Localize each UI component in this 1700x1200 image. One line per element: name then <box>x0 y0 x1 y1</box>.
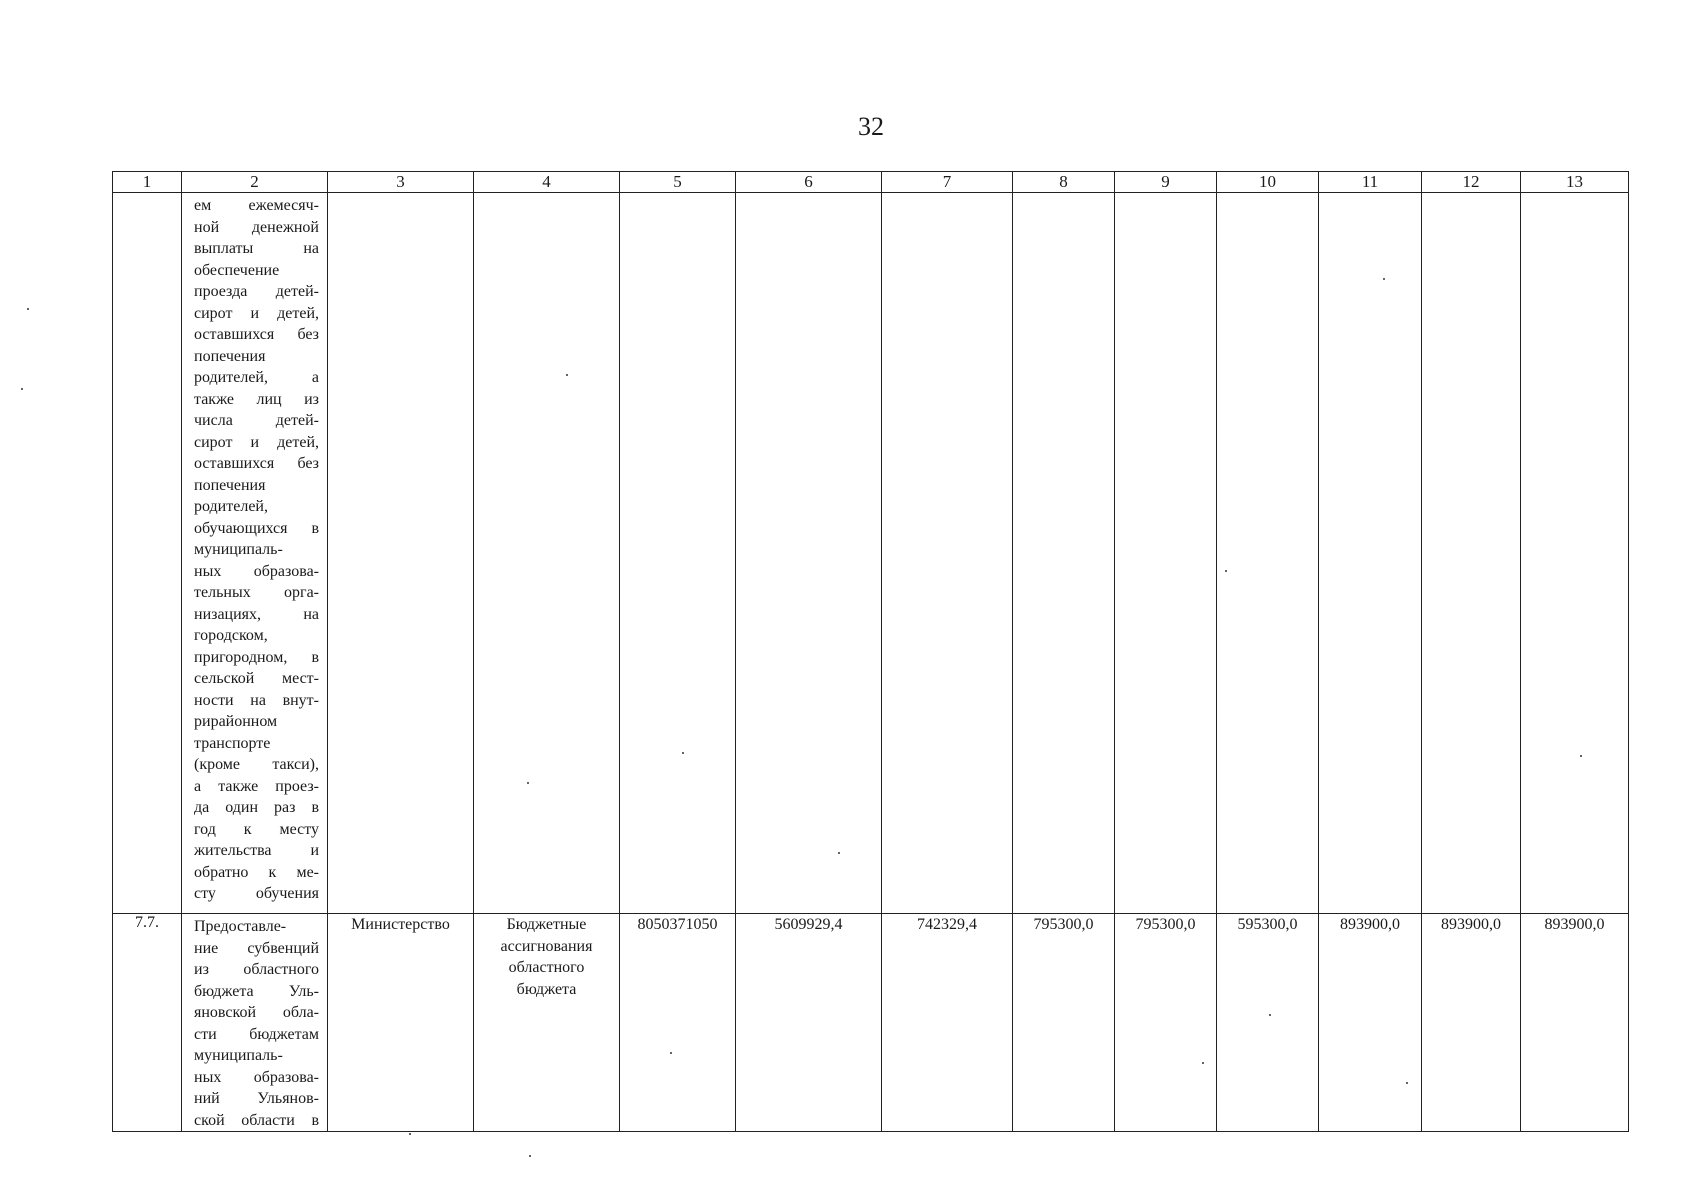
description-line: городском, <box>194 627 268 644</box>
description-line: числа детей- <box>194 412 319 429</box>
description-line: обеспечение <box>194 261 280 279</box>
cell-description <box>182 914 328 1132</box>
description-line: Предоставле- <box>194 918 287 935</box>
description-line: яновской обла- <box>194 1004 319 1021</box>
scan-speck <box>682 752 684 754</box>
row-description <box>182 914 327 1131</box>
scan-speck <box>409 1133 411 1135</box>
cell-empty <box>474 193 620 914</box>
description-line: попечения <box>194 347 266 365</box>
column-header: 4 <box>474 172 620 193</box>
description-line: тельных орга- <box>194 584 319 601</box>
description-line: пригородном, в <box>194 648 319 666</box>
cell-empty <box>1217 193 1319 914</box>
description-line: муниципаль- <box>194 1047 283 1064</box>
cell-empty <box>1422 193 1521 914</box>
description-line: сту обучения <box>194 885 319 902</box>
table-row-7-7 <box>113 914 1629 1132</box>
scan-speck <box>1202 1062 1204 1064</box>
description-line: ем ежемесяч- <box>194 197 319 214</box>
column-header: 9 <box>1115 172 1217 193</box>
description-line: обратно к ме- <box>194 863 319 881</box>
value-cell-6: 5609929,4 <box>736 914 882 1132</box>
scan-speck <box>529 1155 531 1157</box>
description-line: ской области в <box>194 1111 319 1129</box>
description-line: ние субвенций <box>194 939 319 957</box>
column-header: 10 <box>1217 172 1319 193</box>
value-cell-7: 742329,4 <box>882 914 1013 1132</box>
scan-speck <box>1580 755 1582 757</box>
cell-empty <box>1013 193 1115 914</box>
row-index: 7.7. <box>113 914 182 1132</box>
description-line: да один раз в <box>194 799 319 816</box>
scan-speck <box>670 1052 672 1054</box>
value-cell-5: 8050371050 <box>620 914 736 1132</box>
description-line: а также проез- <box>194 777 319 795</box>
description-line: ных образова- <box>194 562 319 580</box>
funding-source-cell: Бюджетные ассигнования областного бюджета <box>474 914 620 1132</box>
description-line: ных образова- <box>194 1068 319 1086</box>
scan-speck <box>27 308 29 310</box>
scan-speck <box>1269 1014 1271 1016</box>
scan-speck <box>1225 570 1227 572</box>
scan-speck <box>21 388 23 390</box>
description-line: проезда детей- <box>194 283 319 300</box>
cell-description <box>182 193 328 914</box>
column-header: 8 <box>1013 172 1115 193</box>
description-line: сельской мест- <box>194 670 319 687</box>
description-line: (кроме такси), <box>194 756 319 773</box>
column-header: 13 <box>1521 172 1629 193</box>
description-line: родителей, а <box>194 369 319 386</box>
description-line: сти бюджетам <box>194 1025 319 1043</box>
value-cell-10: 595300,0 <box>1217 914 1319 1132</box>
cell-empty <box>1319 193 1422 914</box>
cell-empty <box>882 193 1013 914</box>
cell-empty <box>736 193 882 914</box>
executor-cell: Министерство <box>328 914 474 1132</box>
column-header: 11 <box>1319 172 1422 193</box>
description-line: бюджета Уль- <box>194 982 319 1000</box>
scan-speck <box>838 852 840 854</box>
description-line: выплаты на <box>194 240 319 257</box>
cell-empty <box>328 193 474 914</box>
value-cell-11: 893900,0 <box>1319 914 1422 1132</box>
scan-speck <box>566 374 568 376</box>
description-line: оставшихся без <box>194 326 319 343</box>
description-line: ности на внут- <box>194 691 319 709</box>
description-line: родителей, <box>194 498 268 515</box>
budget-table <box>112 171 1629 1132</box>
continued-description <box>182 193 327 905</box>
scan-speck <box>527 782 529 784</box>
description-line: оставшихся без <box>194 455 319 472</box>
description-line: ний Ульянов- <box>194 1090 319 1107</box>
column-header: 5 <box>620 172 736 193</box>
description-line: транспорте <box>194 734 271 752</box>
cell-empty <box>620 193 736 914</box>
description-line: год к месту <box>194 820 319 838</box>
value-cell-8: 795300,0 <box>1013 914 1115 1132</box>
column-header: 3 <box>328 172 474 193</box>
header-row <box>113 172 1629 193</box>
value-cell-9: 795300,0 <box>1115 914 1217 1132</box>
scan-speck <box>1406 1082 1408 1084</box>
column-header: 6 <box>736 172 882 193</box>
cell-empty <box>1115 193 1217 914</box>
description-line: муниципаль- <box>194 541 283 558</box>
description-line: рирайонном <box>194 713 278 730</box>
cell-empty <box>1521 193 1629 914</box>
description-line: обучающихся в <box>194 519 319 537</box>
scan-speck <box>1383 278 1385 280</box>
page-number: 32 <box>858 112 884 141</box>
description-line: сирот и детей, <box>194 304 319 322</box>
description-line: также лиц из <box>194 390 319 408</box>
value-cell-13: 893900,0 <box>1521 914 1629 1132</box>
column-header: 12 <box>1422 172 1521 193</box>
description-line: сирот и детей, <box>194 433 319 451</box>
column-header: 1 <box>113 172 182 193</box>
description-line: жительства и <box>194 842 319 859</box>
cell-index <box>113 193 182 914</box>
description-line: низациях, на <box>194 605 319 623</box>
value-cell-12: 893900,0 <box>1422 914 1521 1132</box>
description-line: из областного <box>194 961 319 978</box>
table-row-continued <box>113 193 1629 914</box>
column-header: 7 <box>882 172 1013 193</box>
description-line: ной денежной <box>194 218 319 236</box>
column-header: 2 <box>182 172 328 193</box>
description-line: попечения <box>194 476 266 494</box>
